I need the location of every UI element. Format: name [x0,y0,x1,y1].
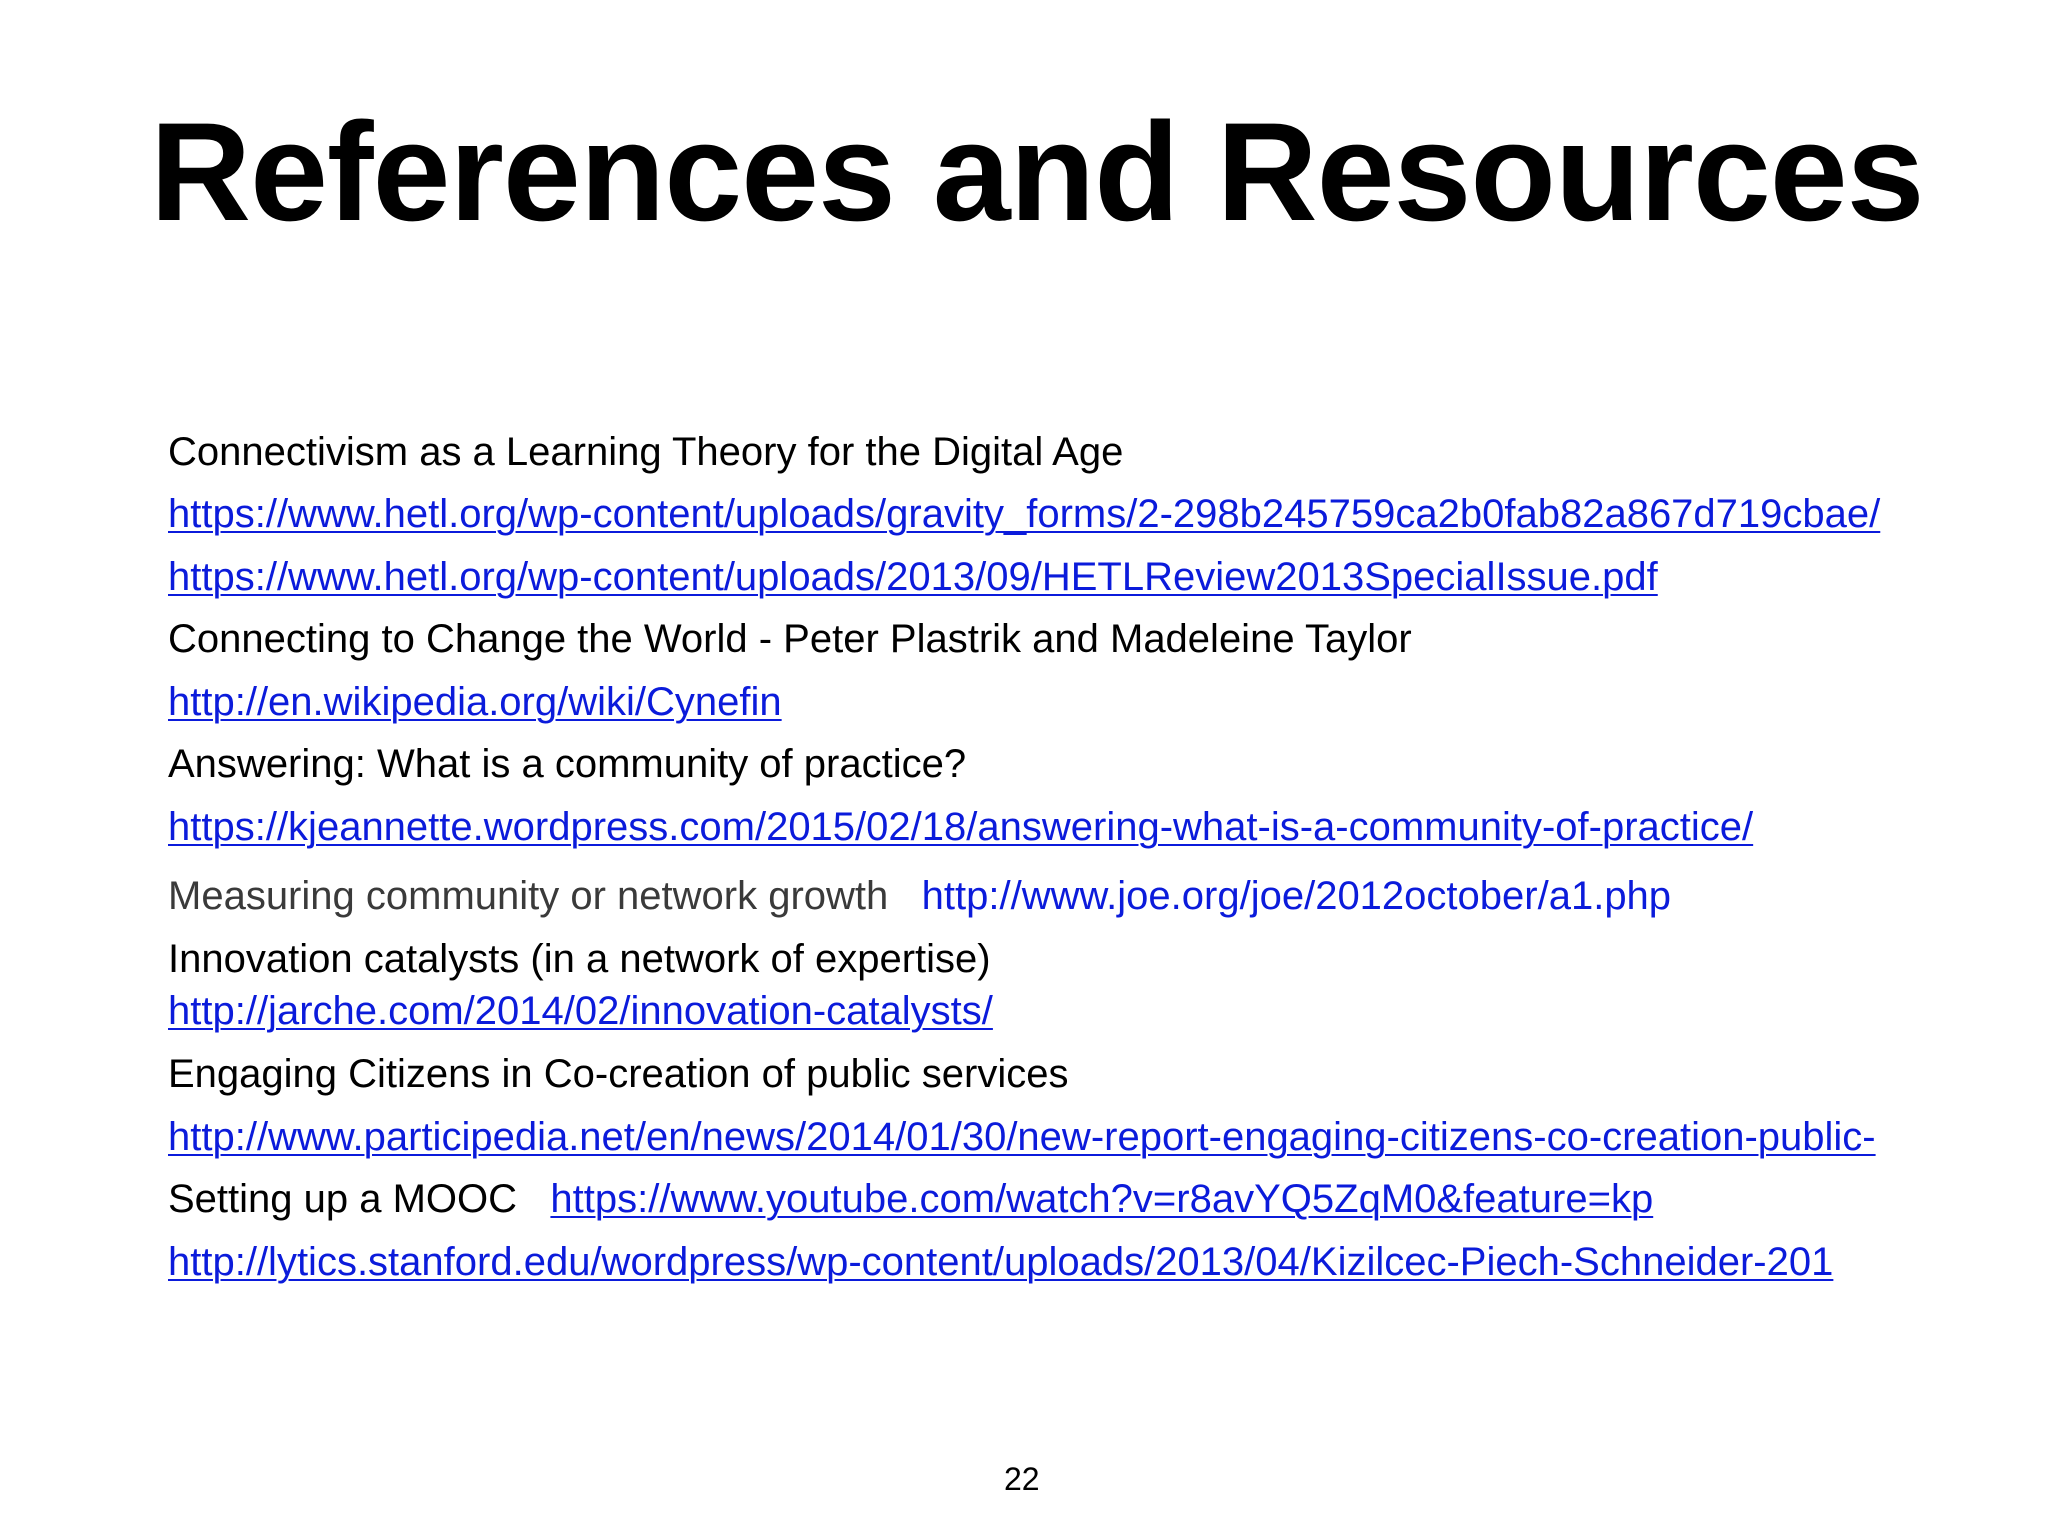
link-wikipedia-cynefin[interactable]: http://en.wikipedia.org/wiki/Cynefin [168,680,782,724]
link-jarche[interactable]: http://jarche.com/2014/02/innovation-catalysts/ [168,989,993,1033]
link-joe-org[interactable]: http://www.joe.org/joe/2012october/a1.php [921,874,1672,918]
slide-title: References and Resources [150,93,1924,250]
reference-title-engaging: Engaging Citizens in Co-creation of public services [168,1052,1069,1096]
reference-title-innovation: Innovation catalysts (in a network of expertise) [168,937,991,981]
reference-link-row [168,678,782,726]
reference-link-row [168,987,993,1035]
link-hetl-review-pdf[interactable]: https://www.hetl.org/wp-content/uploads/2013/09/HETLReview2013SpecialIssue.pdf [168,555,1658,599]
reference-link-row [168,490,1880,538]
reference-title-connecting: Connecting to Change the World - Peter Plastrik and Madeleine Taylor [168,617,1412,661]
word-space [528,1177,539,1221]
reference-title-measuring: Measuring community or network growth [168,874,889,918]
link-hetl-gravity-forms[interactable]: https://www.hetl.org/wp-content/uploads/gravity_forms/2-298b245759ca2b0fab82a867d719cbae/ [168,492,1881,536]
word-space [899,874,910,918]
reference-link-row [168,1113,1876,1161]
reference-link-row [168,803,1753,851]
link-kjeannette[interactable]: https://kjeannette.wordpress.com/2015/02/18/answering-what-is-a-community-of-practice/ [168,805,1754,849]
reference-link-row [168,1238,1833,1286]
reference-link-row [168,553,1658,601]
reference-mooc-row [168,1175,1653,1223]
page-number: 22 [1004,1461,1040,1497]
reference-measuring-row [168,872,1671,920]
reference-title-community-practice: Answering: What is a community of practice? [168,742,967,786]
link-youtube-mooc[interactable]: https://www.youtube.com/watch?v=r8avYQ5ZqM0&feature=kp [550,1177,1654,1221]
link-lytics-stanford[interactable]: http://lytics.stanford.edu/wordpress/wp-content/uploads/2013/04/Kizilcec-Piech-Schneider-201 [168,1240,1834,1284]
reference-title-mooc: Setting up a MOOC [168,1177,518,1221]
reference-title-connectivism: Connectivism as a Learning Theory for the Digital Age [168,430,1124,474]
link-participedia[interactable]: http://www.participedia.net/en/news/2014/01/30/new-report-engaging-citizens-co-creation-public- [168,1115,1876,1159]
